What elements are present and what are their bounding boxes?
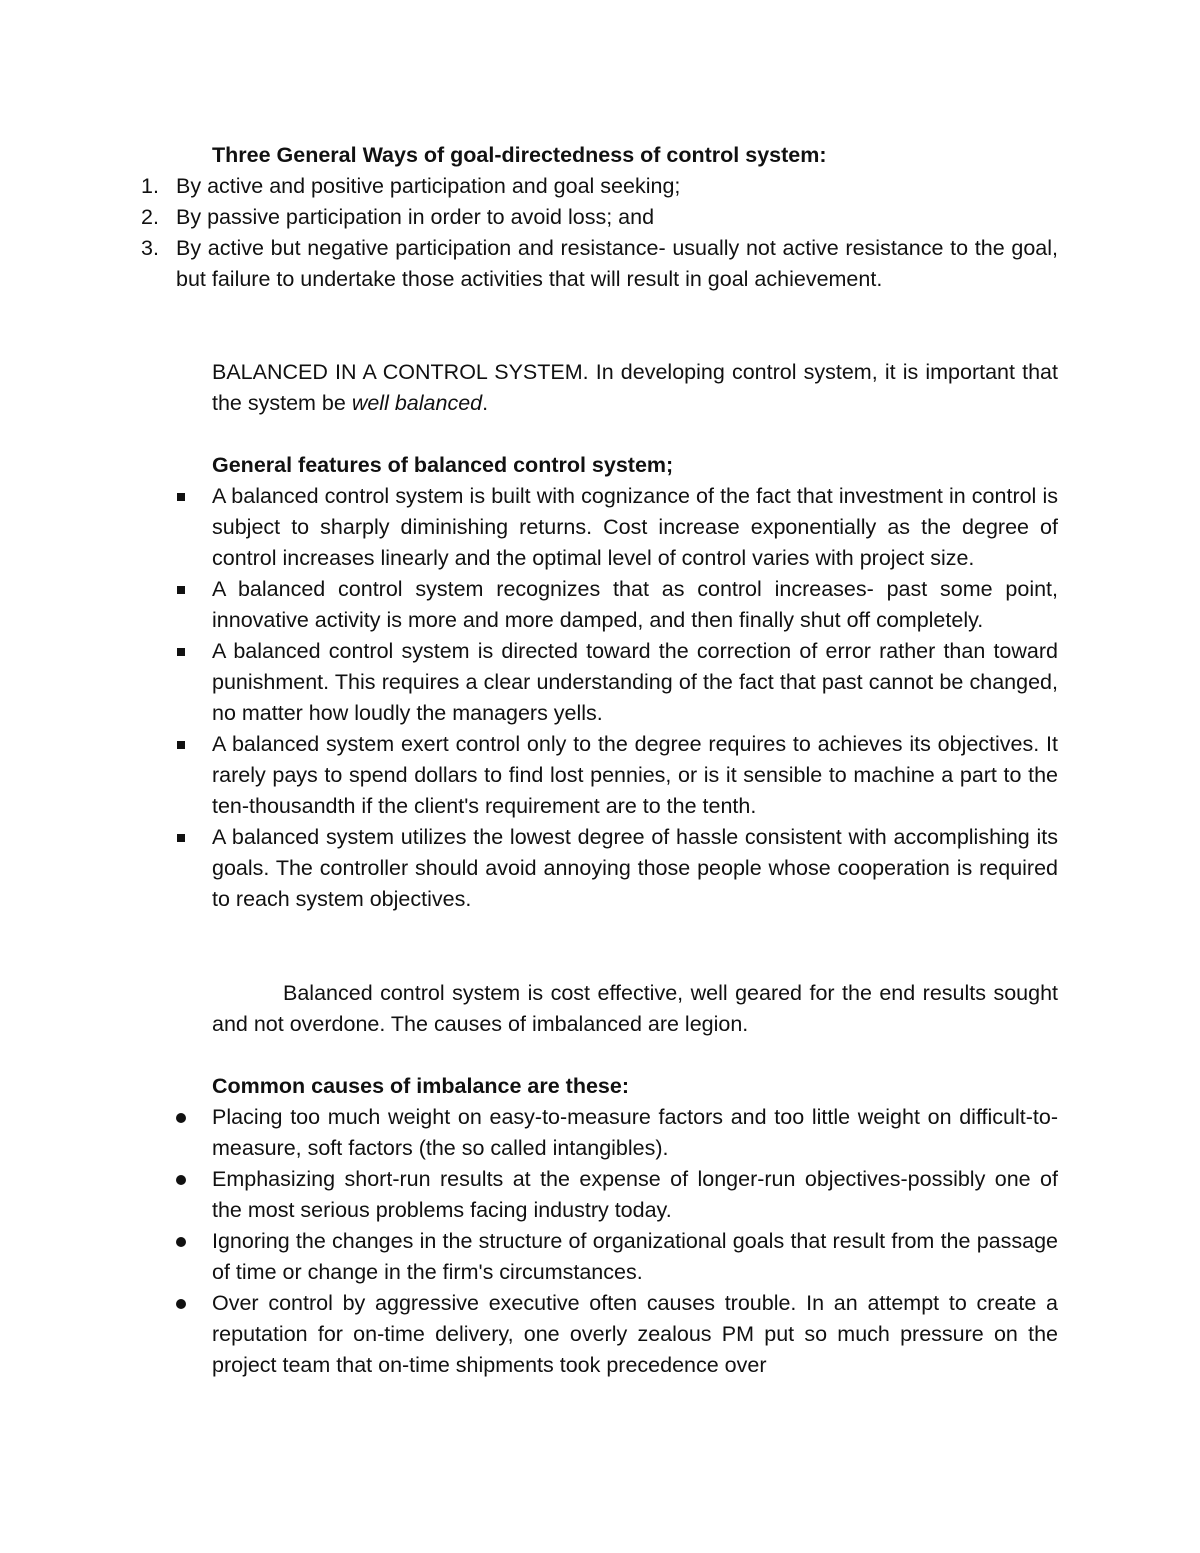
section-heading-goal-directedness <box>212 140 1058 171</box>
summary-paragraph <box>212 978 1058 1040</box>
list-item <box>0 202 1058 233</box>
list-item <box>0 1164 1058 1226</box>
list-item-text: By active but negative participation and resistance- usually not active resistance to the goal, but failure to undertake those activities that will result in goal achievement. <box>176 236 1058 291</box>
square-bullet-icon <box>177 586 185 594</box>
causes-heading-text: Common causes of imbalance are these: <box>212 1074 630 1098</box>
square-bullet-icon <box>177 493 185 501</box>
list-number: 3. <box>141 236 159 260</box>
round-bullet-icon <box>176 1237 186 1247</box>
list-item <box>0 822 1058 915</box>
features-heading-text: General features of balanced control system; <box>212 453 674 477</box>
square-bullet-icon <box>177 648 185 656</box>
list-item-text: By passive participation in order to avoid loss; and <box>176 205 655 229</box>
balanced-intro-text: BALANCED IN A CONTROL SYSTEM. In developing control system, it is important that the system be <box>212 360 1058 415</box>
section-heading-text: Three General Ways of goal-directedness of control system: <box>212 143 827 167</box>
list-item <box>0 574 1058 636</box>
round-bullet-icon <box>176 1299 186 1309</box>
list-item-text: A balanced system utilizes the lowest degree of hassle consistent with accomplishing its goals. The controller should avoid annoying those people whose cooperation is required to reach system objectives. <box>212 825 1058 911</box>
list-item <box>0 481 1058 574</box>
list-item <box>0 1288 1058 1381</box>
list-item <box>0 1226 1058 1288</box>
list-item <box>0 1102 1058 1164</box>
features-heading <box>212 450 1058 481</box>
summary-text: Balanced control system is cost effective, well geared for the end results sought and not overdone. The causes of imbalanced are legion. <box>212 981 1058 1036</box>
list-number: 1. <box>141 174 159 198</box>
list-item-text: Emphasizing short-run results at the expense of longer-run objectives-possibly one of the most serious problems facing industry today. <box>212 1167 1058 1222</box>
list-item-text: A balanced control system is directed toward the correction of error rather than toward punishment. This requires a clear understanding of the fact that past cannot be changed, no matter how loudly the managers yells. <box>212 639 1058 725</box>
square-bullet-icon <box>177 741 185 749</box>
square-bullet-icon <box>177 834 185 842</box>
list-item-text: Placing too much weight on easy-to-measure factors and too little weight on difficult-to-measure, soft factors (the so called intangibles). <box>212 1105 1058 1160</box>
numbered-list <box>0 171 1058 295</box>
list-item-text: Ignoring the changes in the structure of organizational goals that result from the passage of time or change in the firm's circumstances. <box>212 1229 1058 1284</box>
features-list <box>0 481 1058 915</box>
list-item-text: A balanced control system recognizes that as control increases- past some point, innovative activity is more and more damped, and then finally shut off completely. <box>212 577 1058 632</box>
list-item <box>0 636 1058 729</box>
list-item <box>0 171 1058 202</box>
balanced-emphasis: well balanced <box>351 391 483 415</box>
list-item <box>0 233 1058 295</box>
balanced-paragraph <box>212 357 1058 419</box>
balanced-end-punct: . <box>482 391 489 415</box>
list-item-text: A balanced system exert control only to the degree requires to achieves its objectives. It rarely pays to spend dollars to find lost pennies, or is it sensible to machine a part to the ten-thousandth if the client's requirement are to the tenth. <box>212 732 1058 818</box>
round-bullet-icon <box>176 1113 186 1123</box>
list-item-text: A balanced control system is built with cognizance of the fact that investment in control is subject to sharply diminishing returns. Cost increase exponentially as the degree of control increases linearly and the optimal level of control varies with project size. <box>212 484 1058 570</box>
causes-heading <box>212 1071 1058 1102</box>
list-item-text: By active and positive participation and goal seeking; <box>176 174 681 198</box>
list-item-text: Over control by aggressive executive often causes trouble. In an attempt to create a reputation for on-time delivery, one overly zealous PM put so much pressure on the project team that on-time shipments took precedence over <box>212 1291 1058 1377</box>
list-item <box>0 729 1058 822</box>
round-bullet-icon <box>176 1175 186 1185</box>
causes-list <box>0 1102 1058 1381</box>
list-number: 2. <box>141 205 159 229</box>
